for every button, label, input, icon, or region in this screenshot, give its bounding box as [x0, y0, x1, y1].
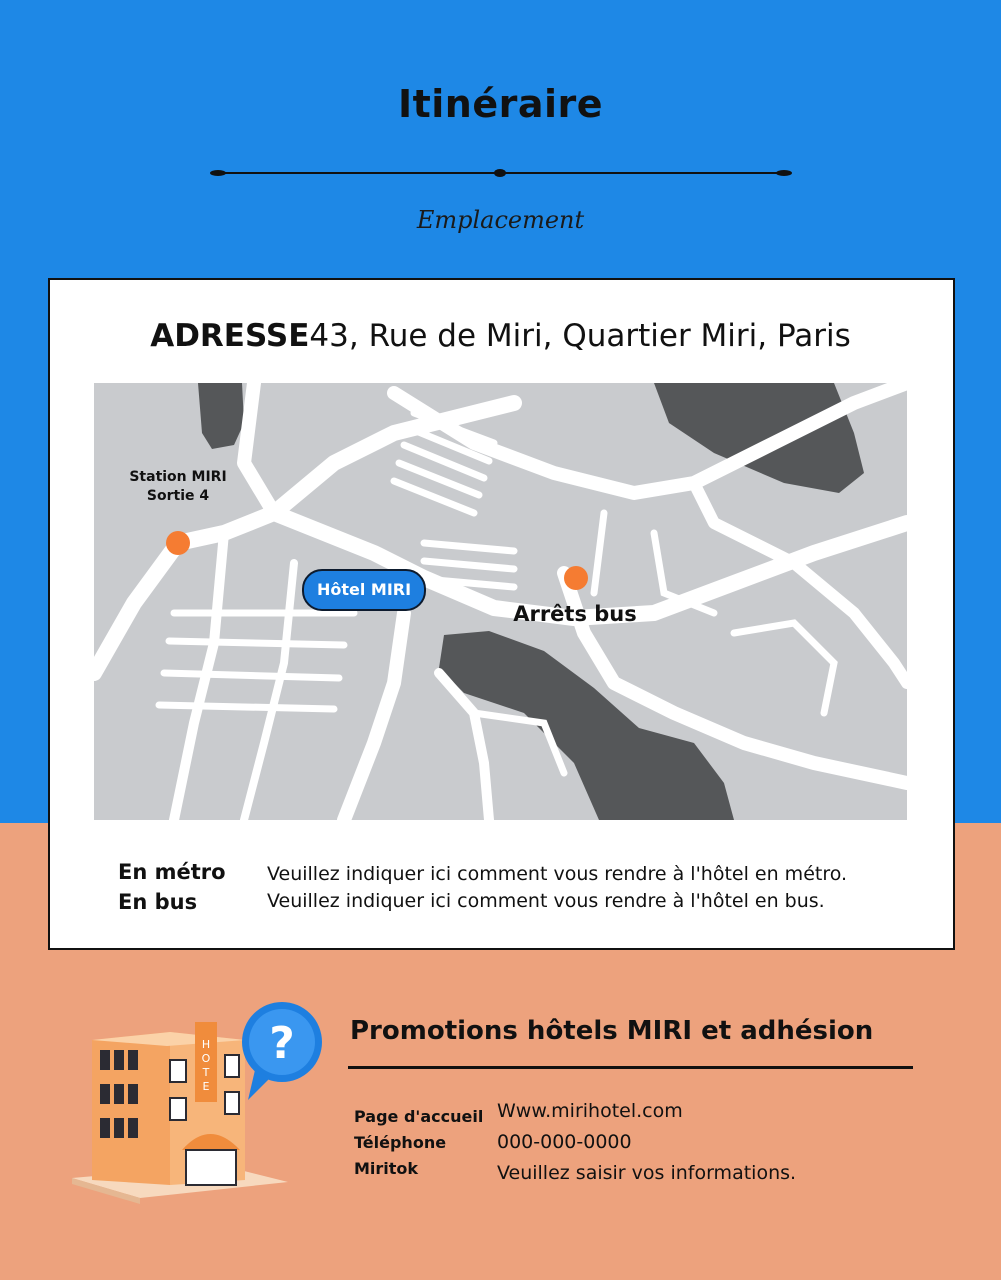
map-street-small-3 — [734, 623, 834, 713]
map-street-west-4 — [159, 705, 334, 709]
station-name: Station MIRI — [129, 469, 227, 485]
map-street-west-3 — [164, 673, 339, 678]
bus-label: En bus — [118, 890, 198, 914]
station-pin-icon — [166, 531, 190, 555]
promo-divider — [348, 1066, 913, 1069]
phone-value: 000-000-0000 — [497, 1131, 632, 1153]
map-dark-area-top-left — [198, 383, 244, 449]
svg-text:O: O — [201, 1052, 211, 1065]
svg-text:E: E — [202, 1080, 210, 1093]
page-subtitle: Emplacement — [416, 206, 585, 234]
address-value: 43, Rue de Miri, Quartier Miri, Paris — [309, 318, 851, 354]
hotel-with-question-bubble-icon — [70, 1000, 330, 1205]
miritok-label: Miritok — [354, 1159, 419, 1178]
metro-directions: Veuillez indiquer ici comment vous rendre à l'hôtel en métro. — [267, 863, 848, 885]
map-street-west-2 — [169, 641, 344, 645]
map-graphic — [94, 383, 907, 820]
map-dark-area-top-right — [654, 383, 864, 493]
map-road-south-west — [344, 613, 404, 820]
map-street-small-1 — [594, 513, 604, 593]
svg-text:H: H — [201, 1038, 211, 1051]
station-exit: Sortie 4 — [146, 488, 210, 504]
address-line — [0, 318, 1001, 354]
bus-stop-label: Arrêts bus — [513, 602, 637, 626]
promo-title: Promotions hôtels MIRI et adhésion — [350, 1016, 874, 1046]
svg-text:T: T — [202, 1066, 210, 1079]
phone-label: Téléphone — [354, 1133, 447, 1152]
map-street-mid-2 — [424, 561, 514, 569]
map-road-diagonal — [244, 383, 274, 513]
bus-stop-pin-icon — [564, 566, 588, 590]
homepage-value[interactable]: Www.mirihotel.com — [497, 1100, 683, 1122]
miritok-value: Veuillez saisir vos informations. — [497, 1162, 797, 1184]
location-map — [94, 383, 907, 820]
page-title: Itinéraire — [397, 82, 604, 126]
station-label — [120, 468, 236, 506]
map-road-west-vertical-2 — [244, 563, 294, 820]
address-label: ADRESSE — [150, 318, 310, 354]
title-divider — [208, 164, 794, 182]
metro-label: En métro — [118, 860, 226, 884]
bus-directions: Veuillez indiquer ici comment vous rendre à l'hôtel en bus. — [267, 890, 825, 912]
map-street-mid-1 — [424, 543, 514, 551]
svg-text:?: ? — [269, 1018, 295, 1069]
homepage-label: Page d'accueil — [354, 1107, 484, 1126]
hotel-marker: Hôtel MIRI — [302, 569, 426, 611]
